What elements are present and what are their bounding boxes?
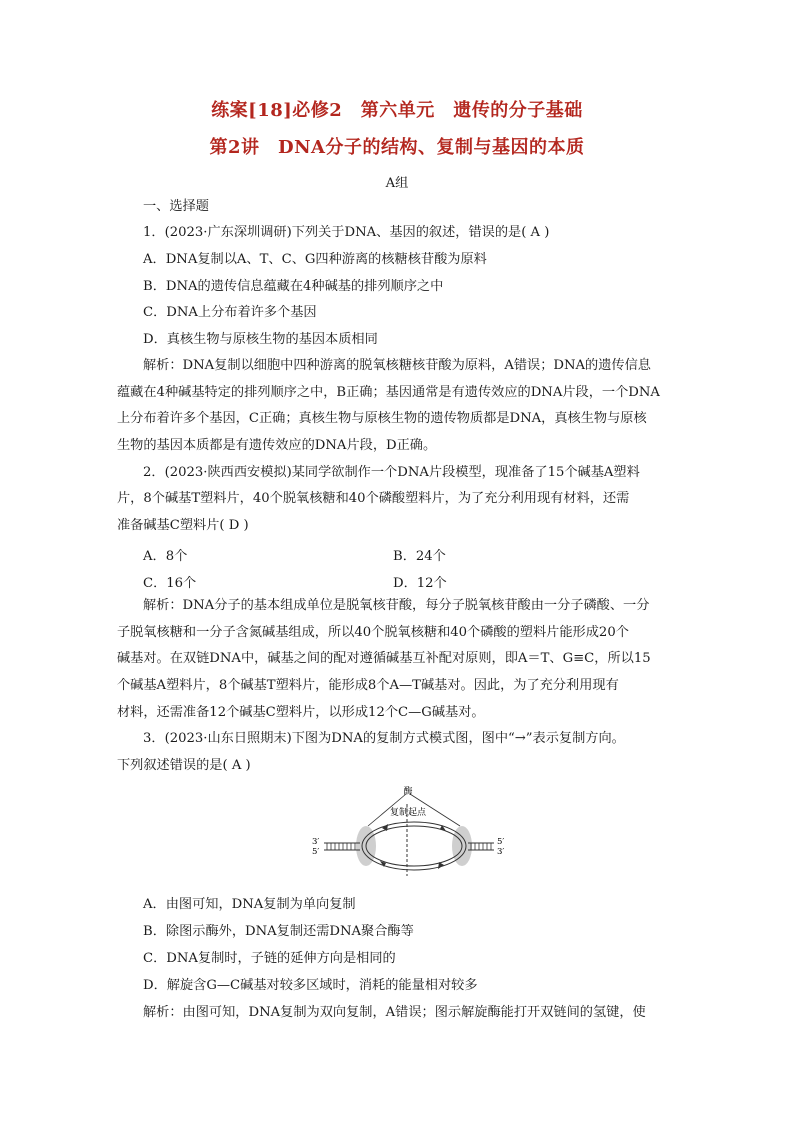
q1-option-a: A．DNA复制以A、T、C、G四种游离的核糖核苷酸为原料 (143, 252, 487, 267)
q1-stem: 1．(2023·广东深圳调研)下列关于DNA、基因的叙述，错误的是( A ) (143, 225, 550, 240)
q3-stem: 3．(2023·山东日照期末)下图为DNA的复制方式模式图，图中“→”表示复制方向。 (143, 731, 625, 746)
q2-analysis-line: 碱基对。在双链DNA中，碱基之间的配对遵循碱基互补配对原则，即A＝T、G≡C，所以15 (117, 651, 651, 666)
q2-option-a: A．8个 (143, 549, 188, 564)
q2-analysis-line: 解析：DNA分子的基本组成单位是脱氧核苷酸，每分子脱氧核苷酸由一分子磷酸、一分 (143, 598, 650, 613)
right-top-end-label: 5′ (497, 837, 505, 847)
direction-arrows (380, 824, 446, 869)
q3-option-c: C．DNA复制时，子链的延伸方向是相同的 (143, 951, 396, 966)
q3-stem: 下列叙述错误的是( A ) (117, 758, 251, 773)
left-duplex (324, 843, 360, 850)
q2-analysis-line: 个碱基A塑料片，8个碱基T塑料片，能形成8个A—T碱基对。因此，为了充分利用现有 (117, 678, 619, 693)
lesson-title: 第2讲 DNA分子的结构、复制与基因的本质 (209, 137, 585, 158)
q1-analysis-line: 上分布着许多个基因，C正确；真核生物与原核生物的遗传物质都是DNA，真核生物与原核 (117, 411, 647, 426)
q1-option-c: C．DNA上分布着许多个基因 (143, 305, 317, 320)
section-heading: 一、选择题 (143, 199, 209, 214)
q1-analysis-line: 生物的基因本质都是有遗传效应的DNA片段，D正确。 (117, 438, 437, 453)
right-bottom-end-label: 3′ (497, 847, 505, 857)
q3-option-b: B．除图示酶外，DNA复制还需DNA聚合酶等 (143, 924, 414, 939)
origin-label: 复制起点 (389, 808, 427, 818)
q1-analysis-line: 蕴藏在4种碱基特定的排列顺序之中，B正确；基因通常是有遗传效应的DNA片段，一个DNA (117, 385, 660, 400)
enzyme-label: 酶 (403, 787, 413, 797)
q3-analysis-line: 解析：由图可知，DNA复制为双向复制，A错误；图示解旋酶能打开双链间的氢键，使 (143, 1005, 646, 1020)
q1-option-b: B．DNA的遗传信息蕴藏在4种碱基的排列顺序之中 (143, 279, 444, 294)
q2-option-b: B．24个 (393, 549, 446, 564)
q2-stem: 准备碱基C塑料片( D ) (117, 518, 249, 533)
q3-option-d: D．解旋含G—C碱基对较多区域时，消耗的能量相对较多 (143, 978, 478, 993)
q2-stem: 2．(2023·陕西西安模拟)某同学欲制作一个DNA片段模型，现准备了15个碱基A塑料 (143, 465, 640, 480)
q2-stem: 片，8个碱基T塑料片，40个脱氧核糖和40个磷酸塑料片，为了充分利用现有材料，还需 (117, 491, 630, 506)
q1-option-d: D．真核生物与原核生物的基因本质相同 (143, 332, 378, 347)
left-top-end-label: 3′ (312, 837, 320, 847)
group-label: A组 (385, 176, 409, 191)
q2-option-c: C．16个 (143, 576, 197, 591)
left-bottom-end-label: 5′ (312, 847, 320, 857)
q1-analysis-line: 解析：DNA复制以细胞中四种游离的脱氧核糖核苷酸为原料，A错误；DNA的遗传信息 (143, 358, 651, 373)
chapter-title: 练案[18]必修2 第六单元 遗传的分子基础 (211, 100, 583, 121)
q2-analysis-line: 子脱氧核糖和一分子含氮碱基组成，所以40个脱氧核糖和40个磷酸的塑料片能形成20个 (117, 625, 629, 640)
replication-bubble (362, 822, 466, 870)
q2-option-d: D．12个 (393, 576, 447, 591)
q3-option-a: A．由图可知，DNA复制为单向复制 (143, 897, 356, 912)
q2-analysis-line: 材料，还需准备12个碱基C塑料片，以形成12个C—G碱基对。 (117, 705, 485, 720)
dna-replication-figure (310, 784, 510, 884)
